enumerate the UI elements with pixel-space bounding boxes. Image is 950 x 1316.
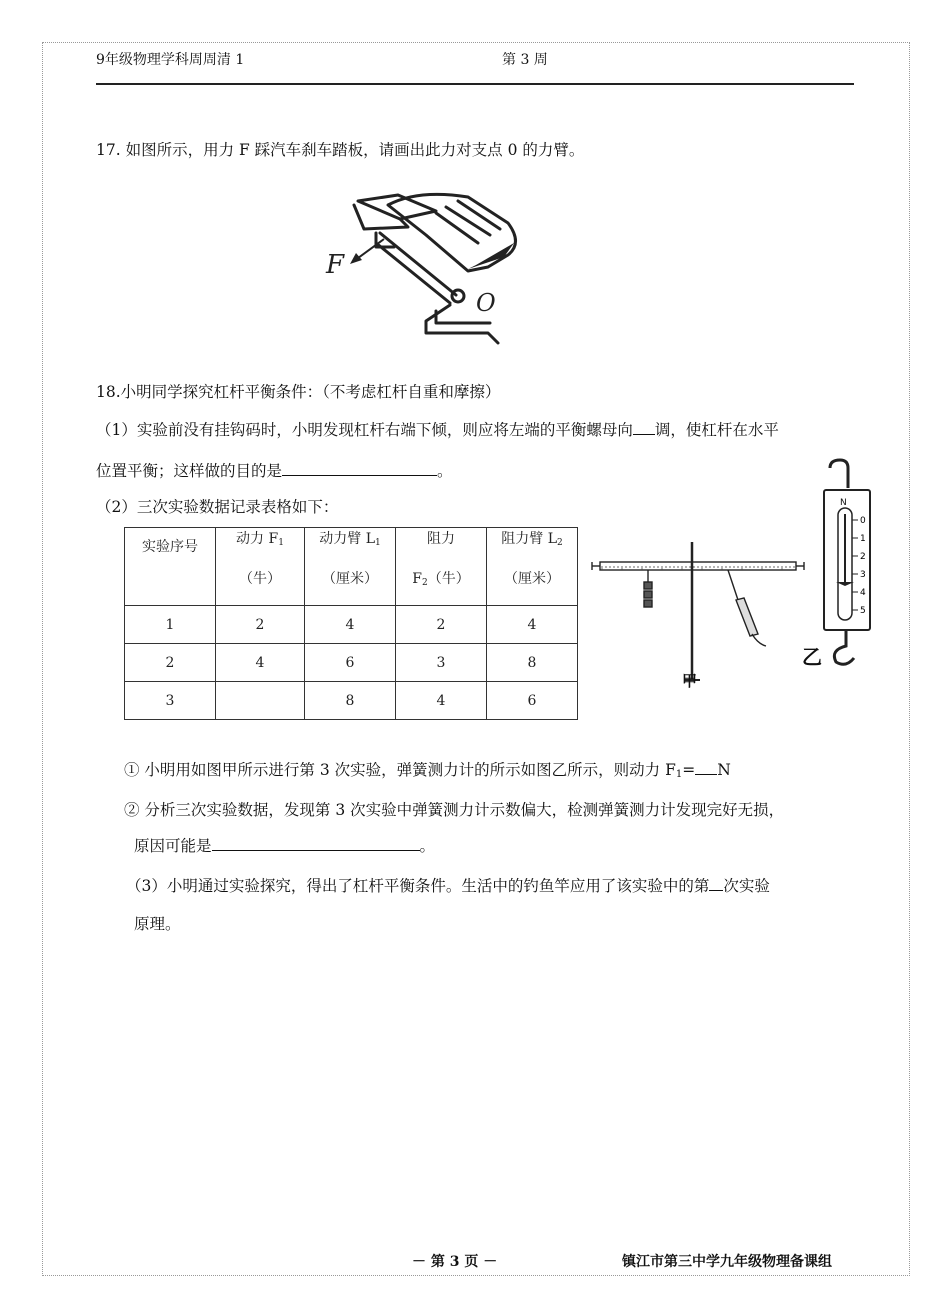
force-label-f: F — [326, 250, 345, 280]
header-cell: 阻力 $F_2$（牛） — [396, 528, 487, 606]
header-cell: 阻力臂 $L_2$ （厘米） — [487, 528, 578, 606]
scale-tick-label: 4 — [860, 588, 866, 598]
header-cell: 实验序号 — [125, 528, 216, 606]
force-answer-blank — [695, 760, 717, 775]
q18-part1-line2: 位置平衡；这样做的目的是 。 — [96, 462, 453, 480]
q18-sub1: ① 小明用如图甲所示进行第 3 次实验，弹簧测力计的所示如图乙所示，则动力 $F_1= N$ — [124, 761, 731, 780]
figure-label-yi: 乙 — [802, 645, 822, 669]
q18-part3-line1: （3）小明通过实验探究，得出了杠杆平衡条件。生活中的钓鱼竿应用了该实验中的第 次实验 — [126, 877, 770, 895]
q18-sub2-line2: 原因可能是 。 — [134, 837, 436, 855]
footer-organization: 镇江市第三中学九年级物理备课组 — [622, 1254, 832, 1270]
header-cell: 动力 $F_1$ （牛） — [216, 528, 305, 606]
lever-figure-jia — [588, 540, 808, 690]
q18-part3-line2: 原理。 — [134, 915, 181, 933]
experiment-number-blank — [709, 876, 723, 891]
question-18-title: 18.小明同学探究杠杆平衡条件：（不考虑杠杆自重和摩擦） — [96, 383, 501, 401]
scale-tick-label: 2 — [860, 552, 866, 562]
purpose-blank — [282, 461, 437, 476]
q18-part1-line1: （1）实验前没有挂钩码时，小明发现杠杆右端下倾，则应将左端的平衡螺母向 调，使杠杆在水平 — [96, 421, 779, 439]
pivot-label-o: O — [476, 289, 496, 317]
figure-label-jia: 甲 — [682, 672, 698, 690]
scale-tick-label: 5 — [860, 606, 866, 616]
header-rule — [96, 83, 854, 85]
scale-unit: N — [840, 498, 847, 508]
question-17-text: 17. 如图所示，用力 F 踩汽车刹车踏板，请画出此力对支点 0 的力臂。 — [96, 141, 585, 159]
footer-page-number: － 第 3 页 － — [412, 1254, 498, 1270]
q18-sub2-line1: ② 分析三次实验数据，发现第 3 次实验中弹簧测力计示数偏大，检测弹簧测力计发现完好无损， — [124, 801, 785, 819]
scale-ticks — [852, 516, 866, 616]
table-row: 2 4 6 3 8 — [125, 644, 578, 682]
scale-tick-label: 0 — [860, 516, 866, 526]
reason-blank — [212, 836, 420, 851]
table-row: 3 8 4 6 — [125, 682, 578, 720]
header-center: 第 3 周 — [502, 52, 548, 68]
header-left: 9年级物理学科周周清 1 — [96, 52, 245, 68]
experiment-data-table — [124, 527, 578, 720]
q18-part2-intro: （2）三次实验数据记录表格如下： — [96, 498, 339, 516]
brake-pedal-figure — [318, 183, 528, 349]
header-cell: 动力臂 $L_1$ （厘米） — [305, 528, 396, 606]
scale-tick-label: 3 — [860, 570, 866, 580]
scale-tick-label: 1 — [860, 534, 866, 544]
table-row: 1 2 4 2 4 — [125, 606, 578, 644]
table-header-row — [125, 528, 578, 606]
spring-scale-figure-yi — [800, 458, 890, 690]
